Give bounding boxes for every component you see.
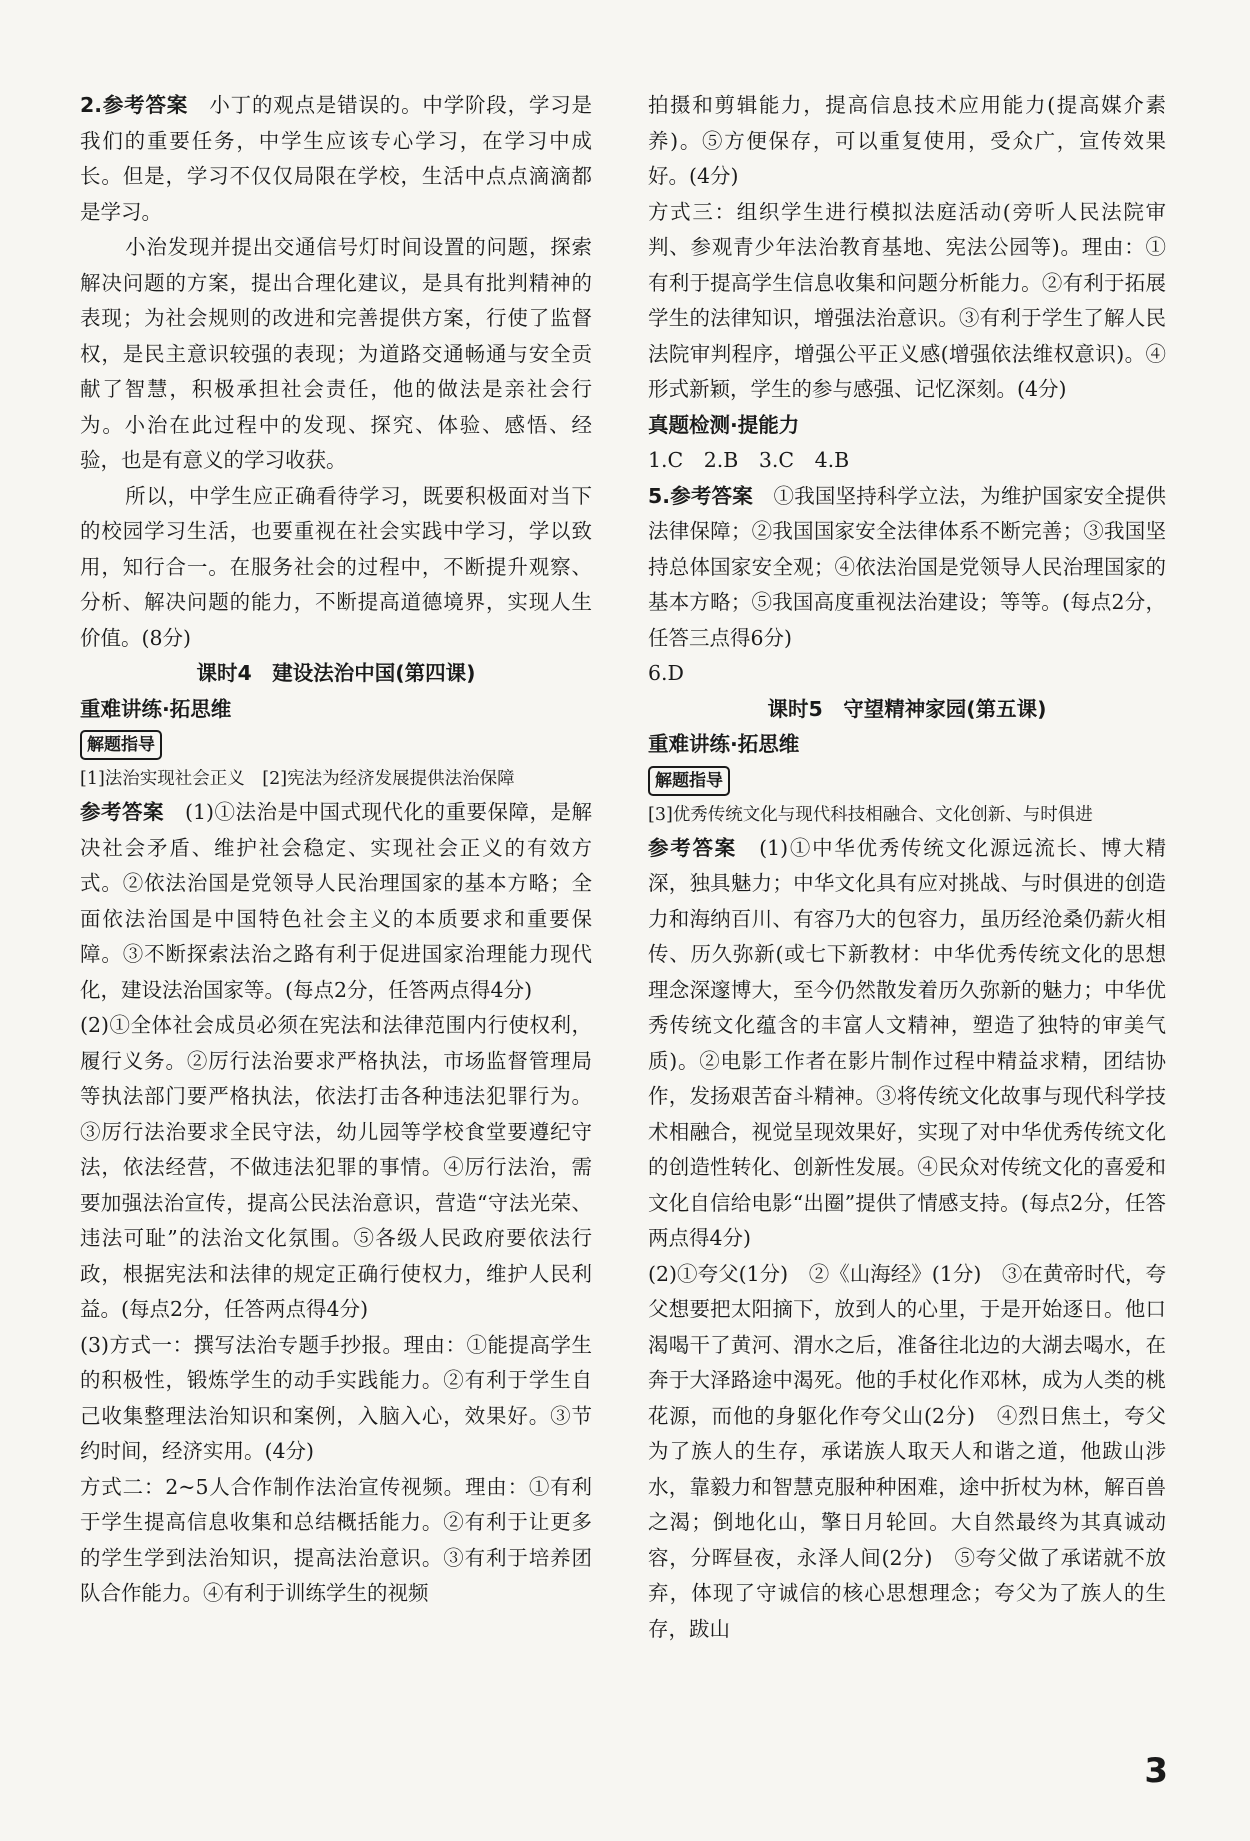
- lesson4-answer-4-cont: 拍摄和剪辑能力，提高信息技术应用能力(提高媒介素养)。⑤方便保存，可以重复使用，受众广，宣传效果好。(4分): [648, 93, 1166, 188]
- hint-badge: 解题指导: [648, 766, 730, 796]
- q6-answer: 6.D: [648, 661, 684, 685]
- answer-label: 参考答案: [80, 800, 164, 824]
- lesson4-hint: [1]法治实现社会正义 [2]宪法为经济发展提供法治保障: [80, 769, 515, 789]
- lesson5-title: 课时5 守望精神家园(第五课): [767, 696, 1047, 721]
- q2-answer-intro: 2.参考答案 小丁的观点是错误的。中学阶段，学习是我们的重要任务，中学生应该专心学习，在学习中成长。但是，学习不仅仅局限在学校，生活中点点滴滴都是学习。: [80, 93, 593, 224]
- q5-label: 5.参考答案: [648, 483, 753, 508]
- q2-paragraph-3: 所以，中学生应正确看待学习，既要积极面对当下的校园学习生活，也要重视在社会实践中学习，学以致用，知行合一。在服务社会的过程中，不断提升观察、分析、解决问题的能力，不断提高道德境界，实现人生价值。(8分): [80, 483, 592, 650]
- lesson4-answer-3: (3)方式一：撰写法治专题手抄报。理由：①能提高学生的积极性，锻炼学生的动手实践能力。②有利于学生自己收集整理法治知识和案例，入脑入心，效果好。③节约时间，经济实用。(4分): [80, 1332, 592, 1463]
- lesson4-subheading: 重难讲练·拓思维: [80, 696, 232, 721]
- lesson4-title: 课时4 建设法治中国(第四课): [196, 661, 476, 685]
- lesson5-hint: [3]优秀传统文化与现代科技相融合、文化创新、与时俱进: [648, 804, 1093, 825]
- lesson4-answer-1: 参考答案 (1)①法治是中国式现代化的重要保障，是解决社会矛盾、维护社会稳定、实现社会正义的有效方式。②依法治国是党领导人民治理国家的基本方略；全面依法治国是中国特色社会主义的本质要求和重要保障。③不断探索法治之路有利于促进国家治理能力现代化，建设法治国家等。(每点2分，任答两点得4分): [80, 800, 593, 1002]
- lesson5-subheading: 重难讲练·拓思维: [648, 732, 800, 756]
- left-column: [80, 88, 592, 1612]
- q2-label: 2.参考答案: [80, 93, 189, 117]
- lesson4-answer-4: 方式二：2~5人合作制作法治宣传视频。理由：①有利于学生提高信息收集和总结概括能力。②有利于让更多的学生学到法治知识，提高法治意识。③有利于培养团队合作能力。④有利于训练学生的视频: [80, 1474, 592, 1605]
- answer-label: 参考答案: [648, 835, 737, 860]
- exam-choices: 1.C 2.B 3.C 4.B: [648, 448, 850, 472]
- lesson4-answer-2: (2)①全体社会成员必须在宪法和法律范围内行使权利，履行义务。②厉行法治要求严格执法，市场监督管理局等执法部门要严格执法，依法打击各种违法犯罪行为。③厉行法治要求全民守法，幼儿园等学校食堂要遵纪守法，依法经营，不做违法犯罪的事情。④厉行法治，需要加强法治宣传，提高公民法治意识，营造“守法光荣、违法可耻”的法治文化氛围。⑤各级人民政府要依法行政，根据宪法和法律的规定正确行使权力，维护人民利益。(每点2分，任答两点得4分): [80, 1013, 592, 1321]
- lesson5-answer-1: 参考答案 (1)①中华优秀传统文化源远流长、博大精深，独具魅力；中华文化具有应对挑战、与时俱进的创造力和海纳百川、有容乃大的包容力，虽历经沧桑仍薪火相传、历久弥新(或七下新教材：中华优秀传统文化的思想理念深邃博大，至今仍然散发着历久弥新的魅力；中华优秀传统文化蕴含的丰富人文精神，塑造了独特的审美气质)。②电影工作者在影片制作过程中精益求精，团结协作，发扬艰苦奋斗精神。③将传统文化故事与现代科学技术相融合，视觉呈现效果好，实现了对中华优秀传统文化的创造性转化、创新性发展。④民众对传统文化的喜爱和文化自信给电影“出圈”提供了情感支持。(每点2分，任答两点得4分): [648, 835, 1167, 1250]
- hint-badge: 解题指导: [80, 730, 162, 760]
- right-column: [648, 88, 1166, 1647]
- page-number: 3: [1144, 1751, 1168, 1791]
- exam-subheading: 真题检测·提能力: [648, 412, 800, 437]
- q2-paragraph-2: 小治发现并提出交通信号灯时间设置的问题，探索解决问题的方案，提出合理化建议，是具有批判精神的表现；为社会规则的改进和完善提供方案，行使了监督权，是民主意识较强的表现；为道路交通畅通与安全贡献了智慧，积极承担社会责任，他的做法是亲社会行为。小治在此过程中的发现、探究、体验、感悟、经验，也是有意义的学习收获。: [80, 235, 592, 472]
- lesson5-answer-2: (2)①夸父(1分) ②《山海经》(1分) ③在黄帝时代，夸父想要把太阳摘下，放到人的心里，于是开始逐日。他口渴喝干了黄河、渭水之后，准备往北边的大湖去喝水，在奔于大泽路途中渴死。他的手杖化作邓林，成为人类的桃花源，而他的身躯化作夸父山(2分) ④烈日焦土，夸父为了族人的生存，承诺族人取天人和谐之道，他跋山涉水，靠毅力和智慧克服种种困难，途中折杖为林，解百兽之渴；倒地化山，擎日月轮回。大自然最终为其真诚动容，分晖昼夜，永泽人间(2分) ⑤夸父做了承诺就不放弃，体现了守诚信的核心思想理念；夸父为了族人的生存，跋山: [648, 1261, 1166, 1641]
- lesson4-answer-5: 方式三：组织学生进行模拟法庭活动(旁听人民法院审判、参观青少年法治教育基地、宪法公园等)。理由：①有利于提高学生信息收集和问题分析能力。②有利于拓展学生的法律知识，增强法治意识。③有利于学生了解人民法院审判程序，增强公平正义感(增强依法维权意识)。④形式新颖，学生的参与感强、记忆深刻。(4分): [648, 199, 1166, 401]
- q5-answer: 5.参考答案 ①我国坚持科学立法，为维护国家安全提供法律保障；②我国国家安全法律体系不断完善；③我国坚持总体国家安全观；④依法治国是党领导人民治理国家的基本方略；⑤我国高度重视法治建设；等等。(每点2分，任答三点得6分): [648, 483, 1166, 650]
